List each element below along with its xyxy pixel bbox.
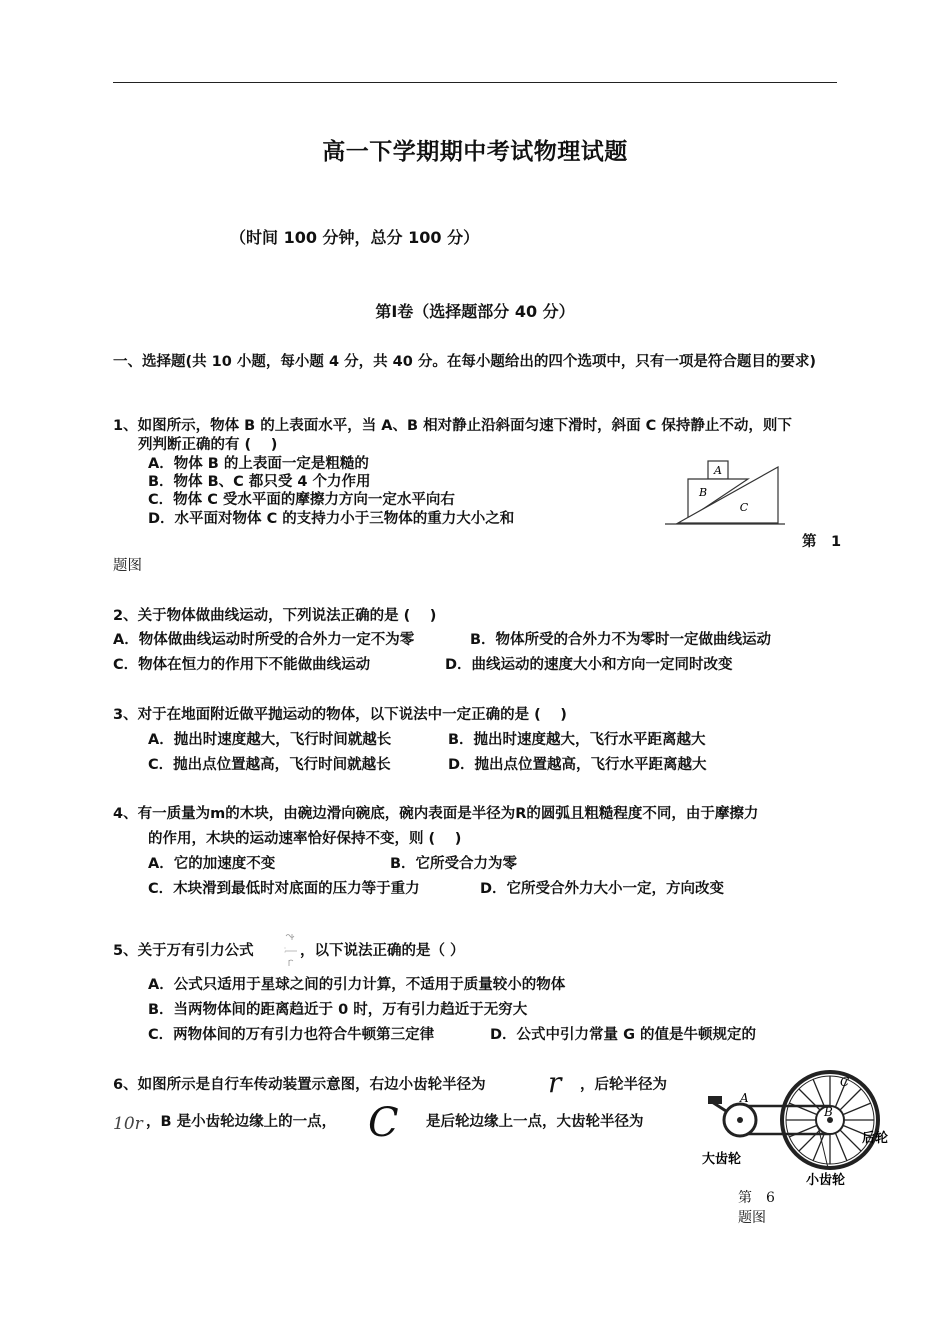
q1-option-d: D．水平面对物体 C 的支持力小于三物体的重力大小之和 — [148, 511, 515, 527]
exam-subtitle: （时间 100 分钟，总分 100 分） — [230, 228, 480, 247]
fig6-rear-wheel-label: 后轮 — [862, 1131, 889, 1146]
q1-stem-line2: 列判断正确的有 ( ) — [138, 437, 278, 453]
q4-stem-line1: 4、有一质量为m的木块，由碗边滑向碗底，碗内表面是半径为R的圆弧且粗糙程度不同，由于摩擦力 — [113, 806, 759, 822]
q4-option-b: B．它所受合力为零 — [390, 856, 518, 872]
top-rule — [113, 82, 837, 83]
q1-option-a: A．物体 B 的上表面一定是粗糙的 — [148, 456, 369, 472]
q4-option-a: A．它的加速度不变 — [148, 856, 276, 872]
volume-heading: 第Ⅰ卷（选择题部分 40 分） — [375, 302, 575, 321]
q3-option-d: D．抛出点位置越高，飞行水平距离越大 — [448, 757, 707, 773]
q5-option-d: D．公式中引力常量 G 的值是牛顿规定的 — [490, 1027, 757, 1043]
q3-option-a: A．抛出时速度越大，飞行时间就越长 — [148, 732, 392, 748]
fig6-small-gear-label: 小齿轮 — [806, 1173, 846, 1188]
q1-incline-figure — [660, 455, 795, 530]
q6-stem-part1: 6、如图所示是自行车传动装置示意图，右边小齿轮半径为 — [113, 1077, 486, 1093]
q5-option-c: C．两物体间的万有引力也符合牛顿第三定律 — [148, 1027, 435, 1043]
label-c: C — [739, 501, 749, 514]
fig6-label-b: B — [824, 1105, 833, 1119]
q1-caption-part2: 题图 — [113, 558, 142, 574]
q3-option-b: B．抛出时速度越大，飞行水平距离越大 — [448, 732, 706, 748]
q1-option-b: B．物体 B、C 都只受 4 个力作用 — [148, 474, 371, 490]
label-a: A — [714, 464, 722, 477]
q2-stem: 2、关于物体做曲线运动，下列说法正确的是 ( ) — [113, 608, 437, 624]
fig6-label-a: A — [740, 1091, 749, 1105]
q5-stem-part2: ，以下说法正确的是（ ） — [300, 943, 465, 959]
symbol-10r: 10r — [113, 1114, 143, 1134]
symbol-r: r — [548, 1066, 562, 1099]
q6-caption-part2: 题图 — [738, 1210, 766, 1226]
q4-option-d: D．它所受合外力大小一定，方向改变 — [480, 881, 725, 897]
q1-stem-line1: 1、如图所示，物体 B 的上表面水平，当 A、B 相对静止沿斜面匀速下滑时，斜面 C 保持静止不动，则下 — [113, 418, 792, 434]
fig6-label-c: C — [840, 1075, 850, 1089]
q2-option-c: C．物体在恒力的作用下不能做曲线运动 — [113, 657, 371, 673]
q3-stem: 3、对于在地面附近做平抛运动的物体，以下说法中一定正确的是 ( ) — [113, 707, 567, 723]
q4-option-c: C．木块滑到最低时对底面的压力等于重力 — [148, 881, 420, 897]
q2-option-d: D．曲线运动的速度大小和方向一定同时改变 — [445, 657, 733, 673]
q1-caption-part1: 第 1 — [802, 534, 842, 550]
q6-caption-part1: 第 6 — [738, 1190, 775, 1206]
label-b: B — [698, 486, 708, 499]
section-instructions: 一、选择题(共 10 小题，每小题 4 分，共 40 分。在每小题给出的四个选项中，只有一项是符合题目的要求) — [113, 354, 816, 370]
gravitation-formula-image — [284, 930, 298, 972]
q6-stem-part4: 是后轮边缘上一点，大齿轮半径为 — [426, 1114, 644, 1130]
q5-option-a: A．公式只适用于星球之间的引力计算，不适用于质量较小的物体 — [148, 977, 566, 993]
q2-option-b: B．物体所受的合外力不为零时一定做曲线运动 — [470, 632, 772, 648]
symbol-c: C — [368, 1100, 399, 1146]
fig6-big-gear-label: 大齿轮 — [702, 1152, 742, 1167]
exam-title: 高一下学期期中考试物理试题 — [322, 139, 628, 165]
q1-option-c: C．物体 C 受水平面的摩擦力方向一定水平向右 — [148, 492, 455, 508]
q5-stem-part1: 5、关于万有引力公式 — [113, 943, 254, 959]
q5-option-b: B．当两物体间的距离趋近于 0 时，万有引力趋近于无穷大 — [148, 1002, 528, 1018]
q6-stem-part3: ，B 是小齿轮边缘上的一点， — [146, 1114, 337, 1130]
q6-stem-part2: ，后轮半径为 — [580, 1077, 667, 1093]
q6-bicycle-figure — [700, 1068, 900, 1188]
q4-stem-line2: 的作用，木块的运动速率恰好保持不变，则 ( ) — [148, 831, 462, 847]
q2-option-a: A．物体做曲线运动时所受的合外力一定不为零 — [113, 632, 415, 648]
q3-option-c: C．抛出点位置越高，飞行时间就越长 — [148, 757, 391, 773]
